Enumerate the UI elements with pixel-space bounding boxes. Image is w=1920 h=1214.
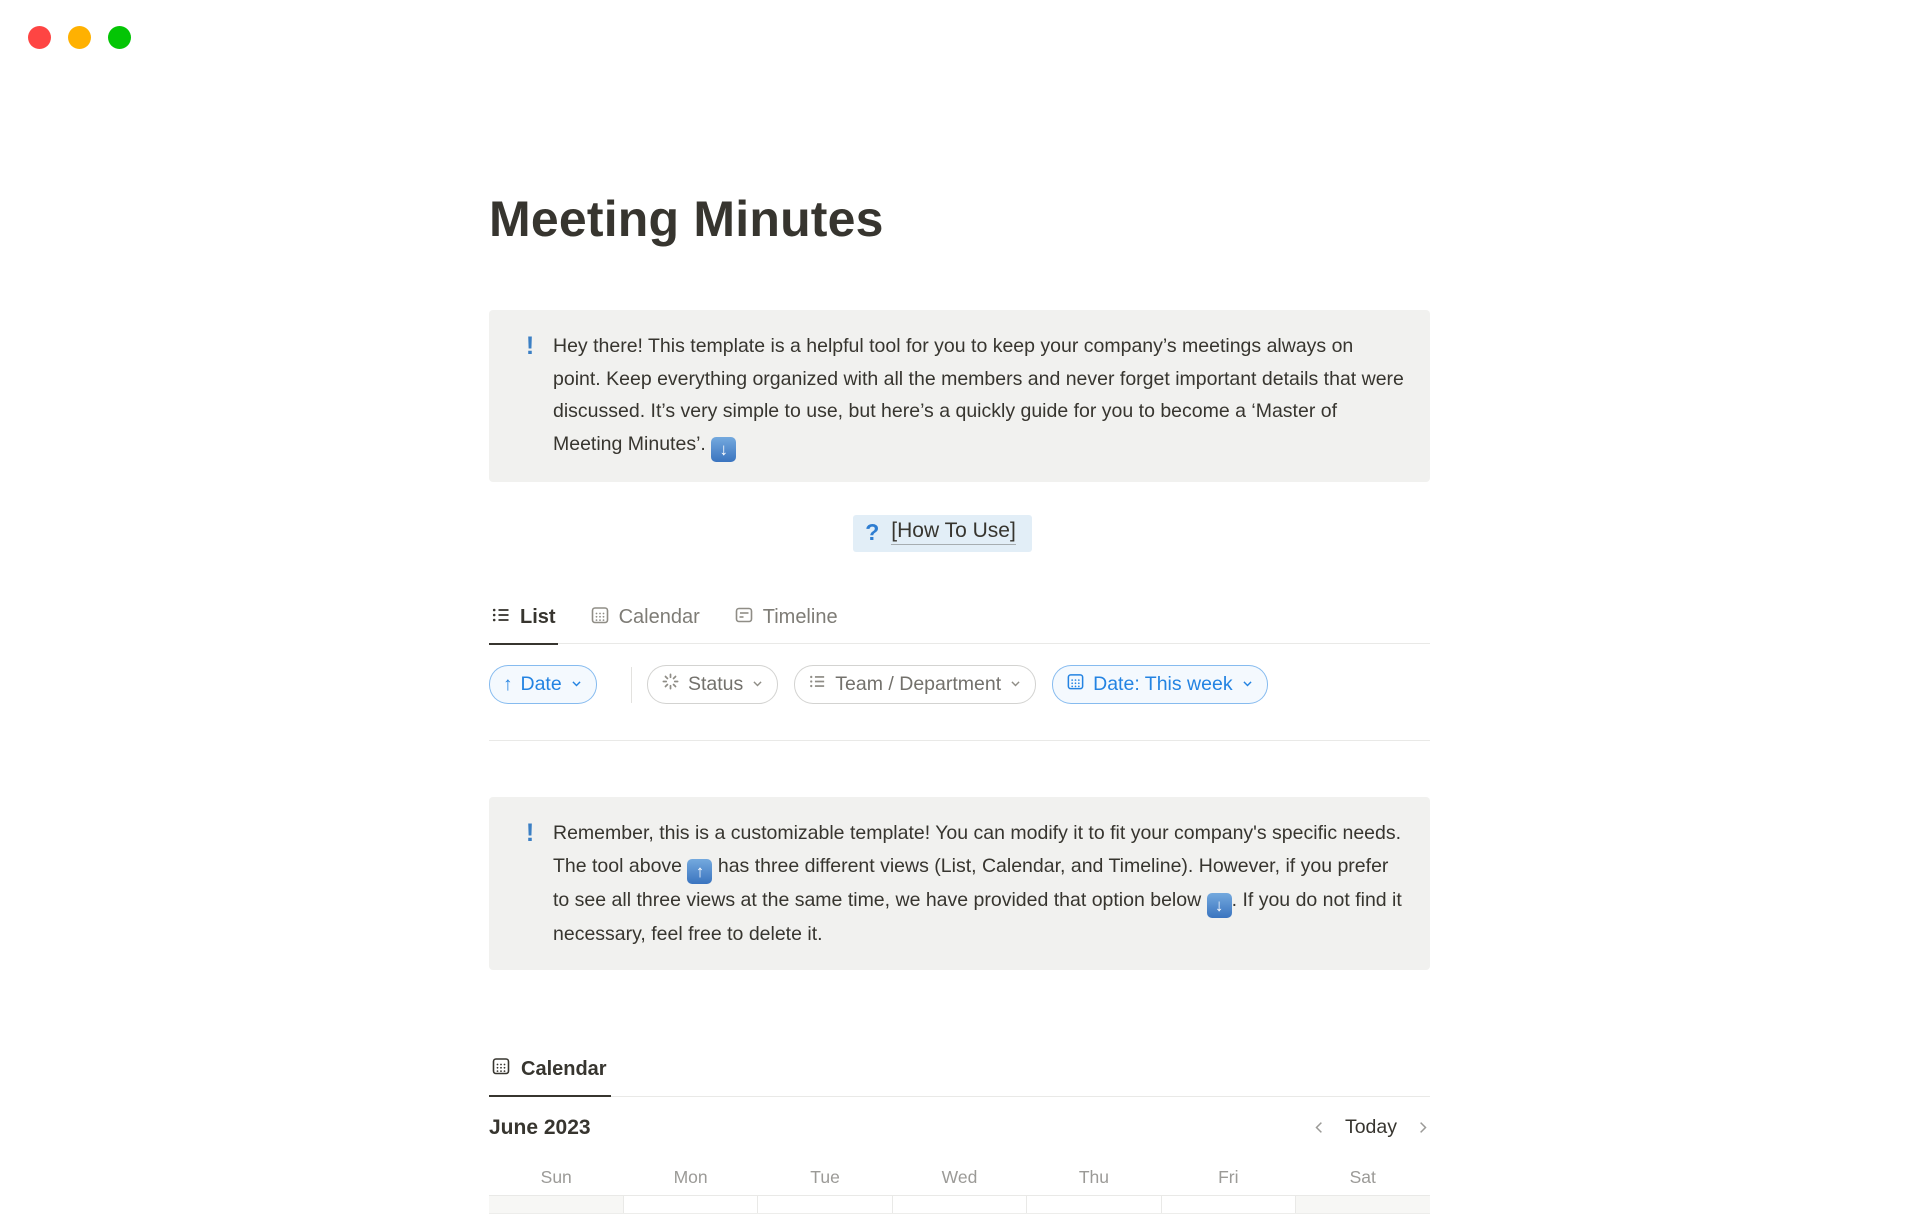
arrow-up-icon: ↑ [503, 673, 513, 695]
filter-divider [631, 667, 632, 703]
status-spinner-icon [661, 672, 680, 697]
tab-calendar[interactable] [588, 605, 702, 645]
calendar-icon [491, 1056, 511, 1082]
bulleted-list-icon [808, 672, 827, 697]
calendar-cell[interactable] [1161, 1196, 1296, 1213]
chevron-down-icon [1241, 673, 1254, 696]
intro-callout-text: Hey there! This template is a helpful tool for you to keep your company’s meetings always on point. Keep everything organized with all the members and never forget important details that were discussed. It’s very simple to use, but here’s a quickly guide for you to become a ‘Master of Meeting Minutes’. ↓ [553, 330, 1406, 462]
zoom-window-button[interactable] [108, 26, 131, 49]
view-tabs [489, 605, 1430, 645]
exclamation-icon: ! [525, 819, 535, 847]
weekday-wed: Wed [941, 1166, 978, 1187]
calendar-cell[interactable] [489, 1196, 623, 1213]
intro-callout [489, 310, 1430, 482]
sort-date-label: Date [520, 673, 562, 695]
tab-list-label: List [520, 606, 556, 628]
date-filter-chip[interactable] [1052, 665, 1267, 704]
tab-timeline[interactable] [732, 605, 840, 645]
chevron-left-icon[interactable] [1312, 1120, 1327, 1135]
status-filter-label: Status [688, 673, 744, 695]
weekday-sun: Sun [540, 1166, 572, 1187]
weekday-tue: Tue [810, 1166, 840, 1187]
down-arrow-emoji: ↓ [1207, 893, 1232, 918]
calendar-icon [590, 605, 610, 631]
weekday-fri: Fri [1218, 1166, 1239, 1187]
list-icon [491, 605, 511, 631]
calendar-nav [1312, 1116, 1430, 1139]
weekday-mon: Mon [673, 1166, 708, 1187]
month-label: June 2023 [489, 1115, 591, 1139]
tab-calendar-view[interactable] [489, 1056, 611, 1097]
exclamation-icon: ! [525, 332, 535, 360]
tab-timeline-label: Timeline [762, 606, 838, 628]
close-window-button[interactable] [28, 26, 51, 49]
weekday-sat: Sat [1349, 1166, 1376, 1187]
chevron-down-icon [751, 673, 764, 696]
calendar-icon [1066, 672, 1085, 697]
calendar-month-row [489, 1113, 1430, 1143]
timeline-icon [734, 605, 754, 631]
calendar-grid [489, 1195, 1430, 1214]
team-department-filter-chip[interactable] [794, 665, 1036, 704]
chevron-right-icon[interactable] [1415, 1120, 1430, 1135]
how-to-use-link[interactable] [853, 515, 1032, 552]
calendar-cell[interactable] [757, 1196, 892, 1213]
how-to-use-label: [How To Use] [891, 519, 1016, 545]
calendar-cell[interactable] [1295, 1196, 1430, 1213]
minimize-window-button[interactable] [68, 26, 91, 49]
calendar-view-tabs [489, 1056, 1430, 1097]
page-title: Meeting Minutes [489, 191, 884, 247]
weekday-header [489, 1167, 1430, 1188]
customization-callout [489, 797, 1430, 970]
today-button[interactable]: Today [1344, 1116, 1397, 1138]
filter-bar [489, 665, 1430, 704]
question-mark-icon: ? [865, 518, 880, 545]
chevron-down-icon [1009, 673, 1022, 696]
weekday-thu: Thu [1078, 1166, 1109, 1187]
tab-calendar-view-label: Calendar [521, 1057, 607, 1080]
up-arrow-emoji: ↑ [687, 859, 712, 884]
down-arrow-emoji: ↓ [711, 437, 736, 462]
date-filter-label: Date: This week [1093, 673, 1233, 695]
team-department-filter-label: Team / Department [835, 673, 1002, 695]
window-controls [28, 26, 131, 49]
page-content [489, 0, 1430, 1214]
calendar-cell[interactable] [892, 1196, 1027, 1213]
sort-date-chip[interactable] [489, 665, 597, 704]
customization-callout-text: Remember, this is a customizable template! You can modify it to fit your company's specific needs. The tool above ↑ has three different views (List, Calendar, and Timeline). However, if you prefer to see all three views at the same time, we have provided that option below ↓ . If you do not find it necessary, feel free to delete it. [553, 822, 1402, 945]
calendar-cell[interactable] [623, 1196, 758, 1213]
status-filter-chip[interactable] [647, 665, 778, 704]
chevron-down-icon [570, 673, 583, 696]
tab-calendar-label: Calendar [618, 606, 700, 628]
calendar-cell[interactable] [1026, 1196, 1161, 1213]
section-divider [489, 740, 1430, 741]
tab-list[interactable] [489, 605, 558, 645]
